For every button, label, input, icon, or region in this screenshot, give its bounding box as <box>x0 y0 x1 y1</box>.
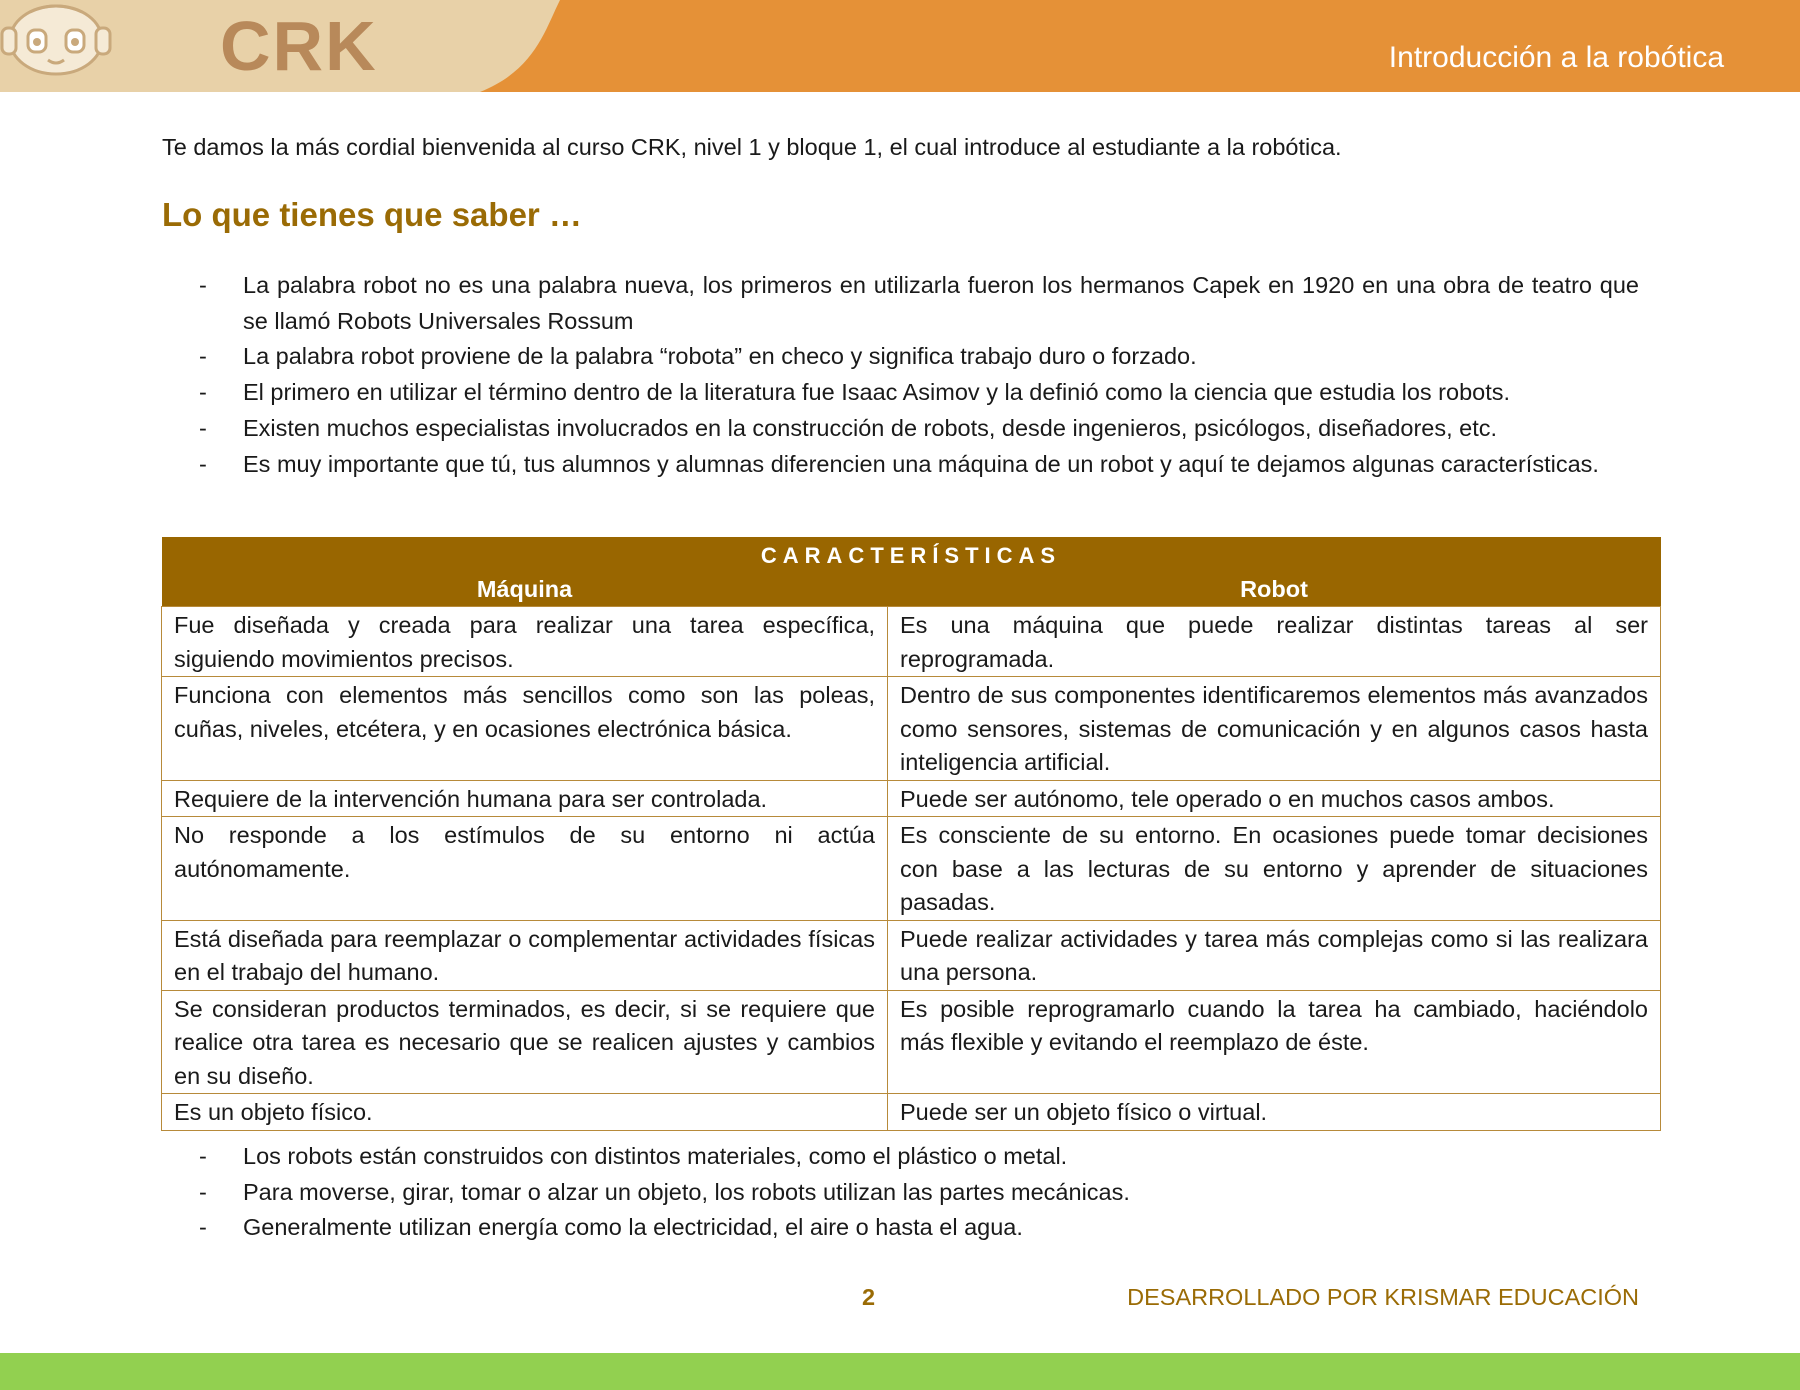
bullet-dash: - <box>199 1214 207 1241</box>
bullet-dash: - <box>199 379 207 406</box>
list-item: - El primero en utilizar el término dentro de la literatura fue Isaac Asimov y la definió como la ciencia que estudia los robots. <box>162 375 1639 411</box>
table-cell: Requiere de la intervención humana para ser controlada. <box>162 780 888 817</box>
bullet-list-bottom <box>162 1139 1639 1246</box>
table-cell: Es consciente de su entorno. En ocasiones puede tomar decisiones con base a las lecturas de su entorno y aprender de situaciones pasadas. <box>888 817 1661 921</box>
bullet-dash: - <box>199 450 207 477</box>
table-cell: Es un objeto físico. <box>162 1094 888 1131</box>
table-cell: Puede ser un objeto físico o virtual. <box>888 1094 1661 1131</box>
table-cell: Funciona con elementos más sencillos como son las poleas, cuñas, niveles, etcétera, y en ocasiones electrónica básica. <box>162 677 888 781</box>
table-row <box>162 780 1661 817</box>
list-item: - Es muy importante que tú, tus alumnos y alumnas diferencien una máquina de un robot y aquí te dejamos algunas características. <box>162 447 1639 483</box>
table-row <box>162 677 1661 781</box>
list-item: - La palabra robot no es una palabra nueva, los primeros en utilizarla fueron los hermanos Capek en 1920 en una obra de teatro que se llamó Robots Universales Rossum <box>162 268 1639 339</box>
table-cell: Puede ser autónomo, tele operado o en muchos casos ambos. <box>888 780 1661 817</box>
table-row <box>162 1094 1661 1131</box>
table-row <box>162 990 1661 1094</box>
bullet-dash: - <box>199 272 207 298</box>
table-cell: Es una máquina que puede realizar distintas tareas al ser reprogramada. <box>888 607 1661 677</box>
bullet-list-top <box>162 268 1639 482</box>
bullet-dash: - <box>199 1178 207 1205</box>
table-cell: No responde a los estímulos de su entorno ni actúa autónomamente. <box>162 817 888 921</box>
bullet-dash: - <box>199 1143 207 1169</box>
logo-wordmark: CRK <box>220 7 378 85</box>
page-header <box>0 0 1800 92</box>
robot-mascot-icon <box>0 0 112 80</box>
table-header-row <box>162 573 1661 607</box>
table-cell: Está diseñada para reemplazar o complementar actividades físicas en el trabajo del humano. <box>162 920 888 990</box>
section-heading: Lo que tienes que saber … <box>162 196 582 233</box>
table-title-row <box>162 537 1661 573</box>
list-item: - Para moverse, girar, tomar o alzar un objeto, los robots utilizan las partes mecánicas. <box>162 1175 1639 1211</box>
table-cell: Puede realizar actividades y tarea más complejas como si las realizara una persona. <box>888 920 1661 990</box>
list-item: - Existen muchos especialistas involucrados en la construcción de robots, desde ingenieros, psicólogos, diseñadores, etc. <box>162 411 1639 447</box>
list-item: - Los robots están construidos con distintos materiales, como el plástico o metal. <box>162 1139 1639 1175</box>
page-number: 2 <box>862 1284 876 1310</box>
table-title: CARACTERÍSTICAS <box>760 543 1062 568</box>
intro-paragraph: Te damos la más cordial bienvenida al curso CRK, nivel 1 y bloque 1, el cual introduce al estudiante a la robótica. <box>162 134 1342 160</box>
column-header-robot: Robot <box>1240 575 1308 602</box>
list-item: - Generalmente utilizan energía como la electricidad, el aire o hasta el agua. <box>162 1210 1639 1246</box>
bullet-dash: - <box>199 343 207 370</box>
table-cell: Fue diseñada y creada para realizar una tarea específica, siguiendo movimientos precisos. <box>162 607 888 677</box>
header-title: Introducción a la robótica <box>1388 41 1724 74</box>
table-row <box>162 607 1661 677</box>
table-cell: Es posible reprogramarlo cuando la tarea ha cambiado, haciéndolo más flexible y evitando el reemplazo de éste. <box>888 990 1661 1094</box>
footer-credit: DESARROLLADO POR KRISMAR EDUCACIÓN <box>1127 1284 1639 1310</box>
list-item: - La palabra robot proviene de la palabra “robota” en checo y significa trabajo duro o forzado. <box>162 339 1639 375</box>
bullet-dash: - <box>199 414 207 441</box>
table-cell: Se consideran productos terminados, es decir, si se requiere que realice otra tarea es necesario que se realicen ajustes y cambios en su diseño. <box>162 990 888 1094</box>
footer-bar <box>0 1353 1800 1390</box>
table-row <box>162 817 1661 921</box>
table-cell: Dentro de sus componentes identificaremos elementos más avanzados como sensores, sistemas de comunicación y en algunos casos hasta inteligencia artificial. <box>888 677 1661 781</box>
table-row <box>162 920 1661 990</box>
column-header-machine: Máquina <box>476 575 573 602</box>
characteristics-table <box>161 537 1661 1131</box>
